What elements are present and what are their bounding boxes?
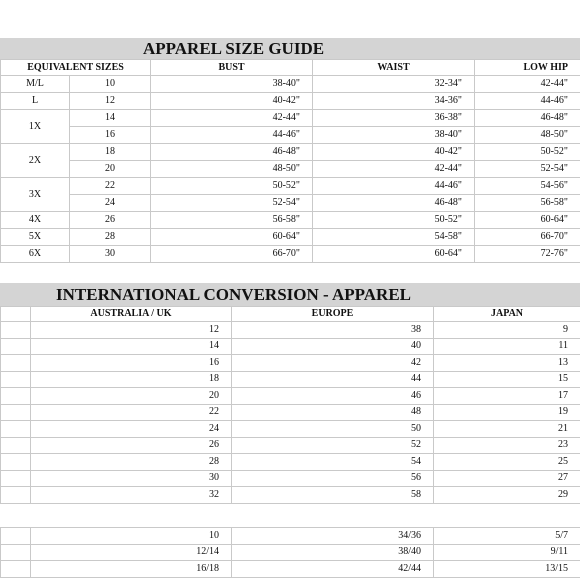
australia-uk-cell: 12 <box>31 322 232 339</box>
japan-cell: 5/7 <box>434 528 580 545</box>
low-hip-cell: 54-56" <box>475 178 580 195</box>
low-hip-cell: 50-52" <box>475 144 580 161</box>
size-number-cell: 14 <box>70 110 151 127</box>
waist-cell: 50-52" <box>313 212 475 229</box>
bust-cell: 60-64" <box>151 229 313 246</box>
conversion-blank-cell <box>1 487 31 504</box>
bust-cell: 48-50" <box>151 161 313 178</box>
conversion-blank-cell <box>1 421 31 438</box>
size-number-cell: 22 <box>70 178 151 195</box>
size-guide-row <box>1 93 580 110</box>
australia-uk-cell: 10 <box>31 528 232 545</box>
size-number-cell: 12 <box>70 93 151 110</box>
europe-cell: 56 <box>232 470 434 487</box>
conversion-extra-body <box>1 528 580 578</box>
conversion-row <box>1 388 580 405</box>
conversion-body <box>1 322 580 504</box>
japan-cell: 13 <box>434 355 580 372</box>
header-equivalent-sizes: EQUIVALENT SIZES <box>1 60 151 76</box>
japan-cell: 25 <box>434 454 580 471</box>
size-label-cell: 3X <box>1 178 70 212</box>
waist-cell: 60-64" <box>313 246 475 263</box>
europe-cell: 42 <box>232 355 434 372</box>
header-bust: BUST <box>151 60 313 76</box>
size-label-cell: M/L <box>1 76 70 93</box>
waist-cell: 32-34" <box>313 76 475 93</box>
conversion-header-row <box>1 307 580 322</box>
conversion-row <box>1 544 580 561</box>
europe-cell: 44 <box>232 371 434 388</box>
europe-cell: 38/40 <box>232 544 434 561</box>
australia-uk-cell: 20 <box>31 388 232 405</box>
japan-cell: 19 <box>434 404 580 421</box>
size-label-cell: 4X <box>1 212 70 229</box>
japan-cell: 15 <box>434 371 580 388</box>
size-number-cell: 30 <box>70 246 151 263</box>
europe-cell: 50 <box>232 421 434 438</box>
japan-cell: 11 <box>434 338 580 355</box>
conversion-blank-cell <box>1 355 31 372</box>
conversion-row <box>1 470 580 487</box>
europe-cell: 48 <box>232 404 434 421</box>
low-hip-cell: 56-58" <box>475 195 580 212</box>
japan-cell: 23 <box>434 437 580 454</box>
australia-uk-cell: 18 <box>31 371 232 388</box>
low-hip-cell: 42-44" <box>475 76 580 93</box>
size-label-cell: 6X <box>1 246 70 263</box>
header-waist: WAIST <box>313 60 475 76</box>
conversion-blank-cell <box>1 338 31 355</box>
size-guide-row <box>1 212 580 229</box>
europe-cell: 34/36 <box>232 528 434 545</box>
low-hip-cell: 48-50" <box>475 127 580 144</box>
conversion-blank-cell <box>1 322 31 339</box>
conversion-extra-table <box>0 527 580 578</box>
size-number-cell: 10 <box>70 76 151 93</box>
size-number-cell: 18 <box>70 144 151 161</box>
size-guide-title: APPAREL SIZE GUIDE <box>143 39 325 58</box>
size-number-cell: 20 <box>70 161 151 178</box>
conversion-row <box>1 338 580 355</box>
conversion-blank-cell <box>1 437 31 454</box>
size-label-cell: 5X <box>1 229 70 246</box>
bust-cell: 38-40" <box>151 76 313 93</box>
japan-cell: 17 <box>434 388 580 405</box>
japan-cell: 13/15 <box>434 561 580 578</box>
low-hip-cell: 72-76" <box>475 246 580 263</box>
bust-cell: 50-52" <box>151 178 313 195</box>
header-europe: EUROPE <box>232 307 434 322</box>
size-guide-row <box>1 178 580 195</box>
europe-cell: 42/44 <box>232 561 434 578</box>
australia-uk-cell: 26 <box>31 437 232 454</box>
australia-uk-cell: 30 <box>31 470 232 487</box>
europe-cell: 58 <box>232 487 434 504</box>
conversion-row <box>1 487 580 504</box>
conversion-blank-cell <box>1 528 31 545</box>
conversion-row <box>1 421 580 438</box>
bust-cell: 52-54" <box>151 195 313 212</box>
australia-uk-cell: 12/14 <box>31 544 232 561</box>
header-australia-uk: AUSTRALIA / UK <box>31 307 232 322</box>
europe-cell: 38 <box>232 322 434 339</box>
size-number-cell: 24 <box>70 195 151 212</box>
size-guide-row <box>1 76 580 93</box>
size-guide-row <box>1 127 580 144</box>
conversion-blank-cell <box>1 470 31 487</box>
size-label-cell: L <box>1 93 70 110</box>
waist-cell: 38-40" <box>313 127 475 144</box>
header-japan: JAPAN <box>434 307 580 322</box>
size-guide-header-row <box>1 60 580 76</box>
australia-uk-cell: 24 <box>31 421 232 438</box>
japan-cell: 27 <box>434 470 580 487</box>
conversion-row <box>1 404 580 421</box>
australia-uk-cell: 14 <box>31 338 232 355</box>
conversion-row <box>1 528 580 545</box>
europe-cell: 46 <box>232 388 434 405</box>
header-low-hip: LOW HIP <box>475 60 580 76</box>
bust-cell: 40-42" <box>151 93 313 110</box>
size-guide-row <box>1 195 580 212</box>
waist-cell: 42-44" <box>313 161 475 178</box>
size-number-cell: 26 <box>70 212 151 229</box>
waist-cell: 46-48" <box>313 195 475 212</box>
japan-cell: 29 <box>434 487 580 504</box>
australia-uk-cell: 22 <box>31 404 232 421</box>
conversion-header-blank <box>1 307 31 322</box>
bust-cell: 44-46" <box>151 127 313 144</box>
conversion-blank-cell <box>1 371 31 388</box>
waist-cell: 36-38" <box>313 110 475 127</box>
europe-cell: 40 <box>232 338 434 355</box>
bust-cell: 66-70" <box>151 246 313 263</box>
japan-cell: 9 <box>434 322 580 339</box>
low-hip-cell: 52-54" <box>475 161 580 178</box>
australia-uk-cell: 32 <box>31 487 232 504</box>
conversion-row <box>1 454 580 471</box>
size-guide-row <box>1 110 580 127</box>
size-guide-row <box>1 144 580 161</box>
size-number-cell: 28 <box>70 229 151 246</box>
europe-cell: 52 <box>232 437 434 454</box>
japan-cell: 21 <box>434 421 580 438</box>
australia-uk-cell: 16/18 <box>31 561 232 578</box>
conversion-blank-cell <box>1 404 31 421</box>
size-guide-row <box>1 246 580 263</box>
low-hip-cell: 46-48" <box>475 110 580 127</box>
size-guide-body <box>1 76 580 263</box>
size-label-cell: 2X <box>1 144 70 178</box>
conversion-row <box>1 437 580 454</box>
waist-cell: 54-58" <box>313 229 475 246</box>
conversion-row <box>1 355 580 372</box>
waist-cell: 44-46" <box>313 178 475 195</box>
size-label-cell: 1X <box>1 110 70 144</box>
bust-cell: 46-48" <box>151 144 313 161</box>
conversion-row <box>1 322 580 339</box>
size-guide-row <box>1 161 580 178</box>
conversion-row <box>1 561 580 578</box>
waist-cell: 34-36" <box>313 93 475 110</box>
australia-uk-cell: 28 <box>31 454 232 471</box>
low-hip-cell: 60-64" <box>475 212 580 229</box>
size-guide-table <box>0 59 580 263</box>
conversion-blank-cell <box>1 544 31 561</box>
conversion-blank-cell <box>1 454 31 471</box>
conversion-table <box>0 306 580 504</box>
size-guide-row <box>1 229 580 246</box>
size-number-cell: 16 <box>70 127 151 144</box>
conversion-blank-cell <box>1 388 31 405</box>
conversion-title: INTERNATIONAL CONVERSION - APPAREL <box>56 285 411 304</box>
conversion-blank-cell <box>1 561 31 578</box>
bust-cell: 42-44" <box>151 110 313 127</box>
bust-cell: 56-58" <box>151 212 313 229</box>
australia-uk-cell: 16 <box>31 355 232 372</box>
conversion-row <box>1 371 580 388</box>
waist-cell: 40-42" <box>313 144 475 161</box>
japan-cell: 9/11 <box>434 544 580 561</box>
europe-cell: 54 <box>232 454 434 471</box>
low-hip-cell: 44-46" <box>475 93 580 110</box>
low-hip-cell: 66-70" <box>475 229 580 246</box>
